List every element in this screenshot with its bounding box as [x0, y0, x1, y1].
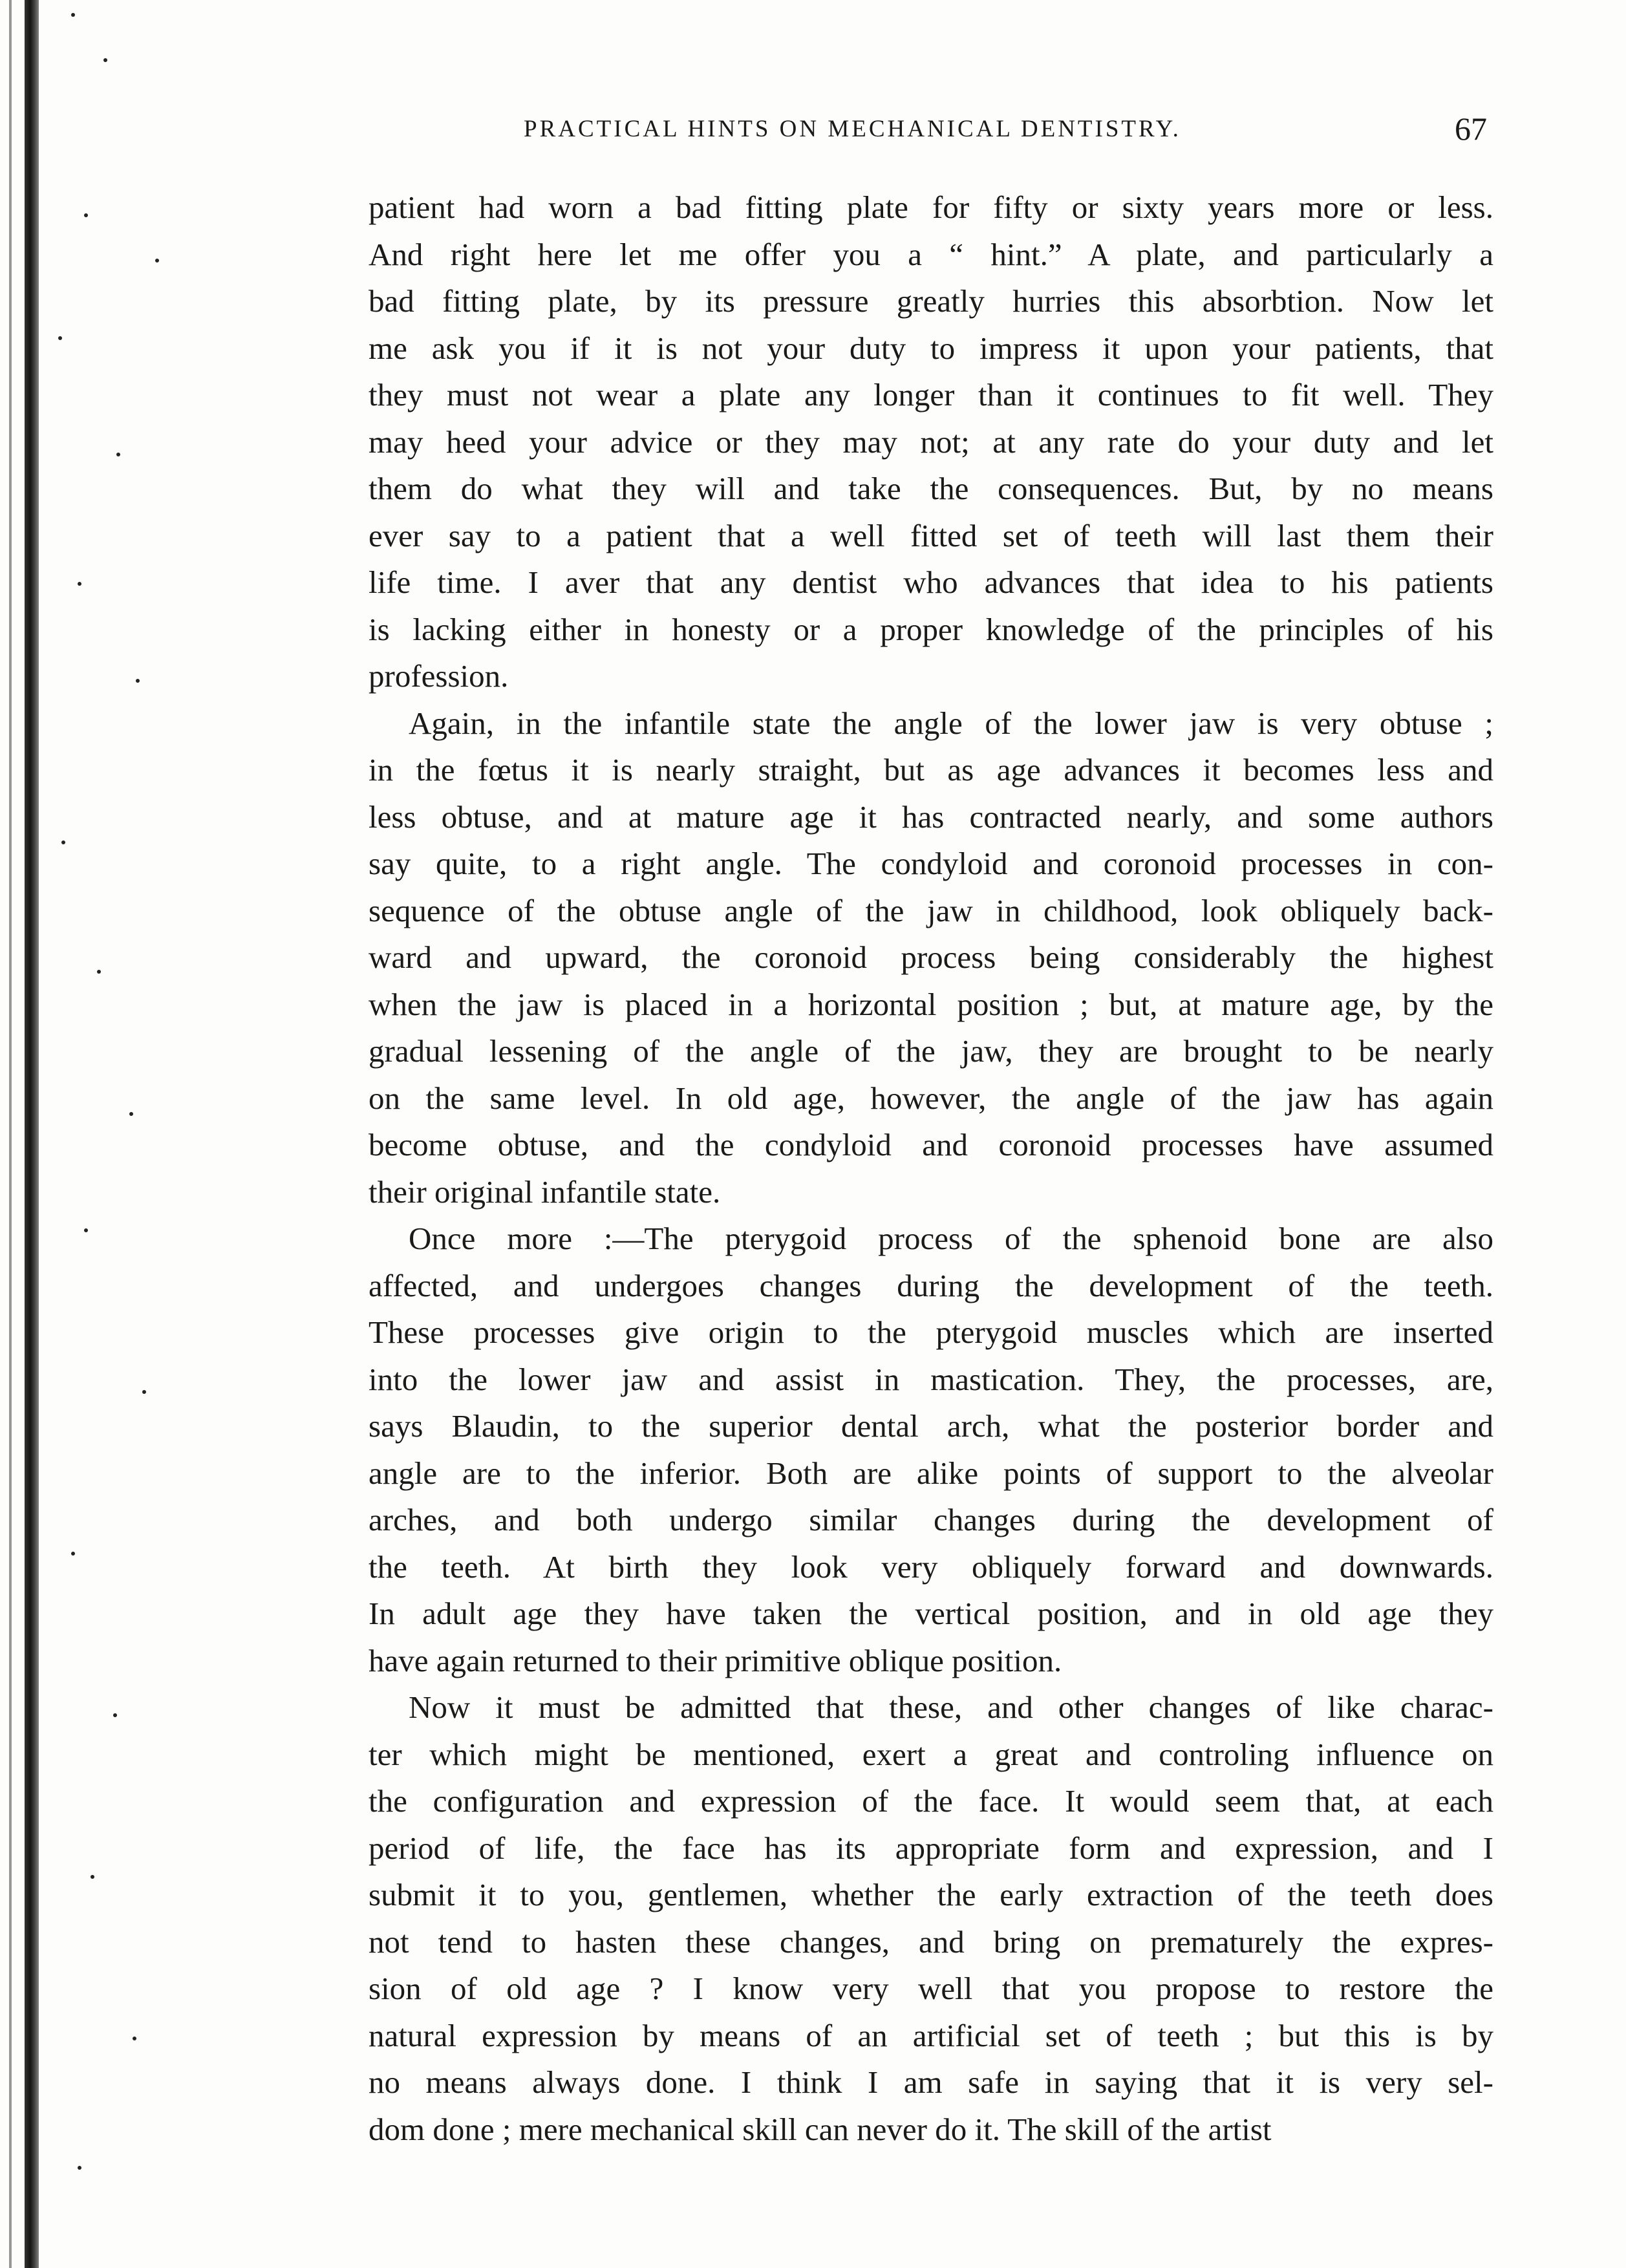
text-line: sion of old age ? I know very well that you propose to restore the: [369, 1971, 1493, 2006]
text-line: less obtuse, and at mature age it has contracted nearly, and some authors: [369, 798, 1493, 835]
text-line: their original infantile state.: [369, 1173, 721, 1210]
text-line: bad fitting plate, by its pressure greatly hurries this absorbtion. Now let: [369, 283, 1493, 319]
scan-speck: [133, 2037, 136, 2040]
text-line: have again returned to their primitive oblique position.: [369, 1642, 1062, 1678]
scan-speck: [155, 259, 159, 262]
scan-speck: [97, 970, 101, 974]
text-line: gradual lessening of the angle of the jaw, they are brought to be nearly: [369, 1033, 1493, 1069]
text-line: These processes give origin to the pterygoid muscles which are inserted: [369, 1314, 1493, 1350]
body-text: [369, 184, 1493, 2153]
scan-speck: [91, 1875, 94, 1879]
text-line: Now it must be admitted that these, and other changes of like charac-: [409, 1689, 1493, 1725]
text-line: ward and upward, the coronoid process being considerably the highest: [369, 939, 1493, 975]
text-line: profession.: [369, 658, 509, 694]
text-line: the teeth. At birth they look very obliquely forward and downwards.: [369, 1548, 1493, 1585]
scan-speck: [103, 58, 107, 62]
scan-speck: [136, 679, 140, 683]
scan-speck: [78, 582, 81, 586]
binding-edge: [25, 0, 39, 2268]
scan-speck: [116, 453, 120, 456]
text-line: ter which might be mentioned, exert a great and controling influence on: [369, 1736, 1493, 1772]
text-line: no means always done. I think I am safe in saying that it is very sel-: [369, 2064, 1493, 2100]
text-line: become obtuse, and the condyloid and coronoid processes have assumed: [369, 1127, 1493, 1162]
text-line: natural expression by means of an artificial set of teeth ; but this is by: [369, 2017, 1493, 2053]
text-line: affected, and undergoes changes during the development of the teeth.: [369, 1267, 1493, 1303]
binding-shadow: [9, 0, 12, 2268]
paragraph: [369, 184, 1493, 700]
running-title: PRACTICAL HINTS ON MECHANICAL DENTISTRY.: [524, 116, 1181, 142]
text-line: in the fœtus it is nearly straight, but as age advances it becomes less and: [369, 752, 1493, 787]
text-line: say quite, to a right angle. The condyloid and coronoid processes in con-: [369, 846, 1493, 881]
scan-speck: [61, 840, 65, 844]
text-line: submit it to you, gentlemen, whether the early extraction of the teeth does: [369, 1877, 1493, 1912]
text-line: them do what they will and take the consequences. But, by no means: [369, 471, 1493, 506]
text-line: they must not wear a plate any longer than it continues to fit well. They: [369, 377, 1493, 412]
running-head: [524, 111, 1487, 154]
scan-speck: [71, 13, 75, 17]
scan-speck: [78, 2166, 81, 2170]
text-line: me ask you if it is not your duty to impress it upon your patients, that: [369, 330, 1493, 366]
page-number: 67: [1455, 111, 1487, 147]
text-line: period of life, the face has its appropriate form and expression, and I: [369, 1830, 1493, 1866]
text-line: In adult age they have taken the vertical position, and in old age they: [369, 1596, 1493, 1631]
scan-speck: [129, 1112, 133, 1116]
text-line: may heed your advice or they may not; at any rate do your duty and let: [369, 423, 1493, 460]
scan-speck: [58, 336, 62, 340]
text-line: angle are to the inferior. Both are alike points of support to the alveolar: [369, 1455, 1493, 1491]
text-line: says Blaudin, to the superior dental arch, what the posterior border and: [369, 1408, 1493, 1444]
paragraph: [369, 700, 1493, 1216]
text-line: ever say to a patient that a well fitted set of teeth will last them their: [369, 517, 1493, 553]
text-line: is lacking either in honesty or a proper knowledge of the principles of his: [369, 611, 1493, 647]
text-line: Again, in the infantile state the angle of the lower jaw is very obtuse ;: [409, 705, 1493, 741]
text-line: into the lower jaw and assist in mastication. They, the processes, are,: [369, 1361, 1493, 1397]
text-line: dom done ; mere mechanical skill can never do it. The skill of the artist: [369, 2111, 1272, 2147]
text-line: on the same level. In old age, however, the angle of the jaw has again: [369, 1080, 1493, 1116]
text-line: arches, and both undergo similar changes during the development of: [369, 1502, 1493, 1537]
text-line: sequence of the obtuse angle of the jaw in childhood, look obliquely back-: [369, 892, 1493, 928]
text-line: the configuration and expression of the face. It would seem that, at each: [369, 1783, 1493, 1819]
scan-speck: [71, 1552, 75, 1556]
scan-speck: [84, 1228, 88, 1232]
scan-speck: [113, 1713, 117, 1717]
text-line: Once more :—The pterygoid process of the sphenoid bone are also: [409, 1221, 1493, 1256]
scan-speck: [84, 213, 88, 217]
text-line: not tend to hasten these changes, and bring on prematurely the expres-: [369, 1923, 1493, 1960]
scan-speck: [142, 1390, 146, 1394]
paragraph: [369, 1215, 1493, 1684]
text-line: life time. I aver that any dentist who advances that idea to his patients: [369, 564, 1493, 600]
text-line: patient had worn a bad fitting plate for fifty or sixty years more or less.: [369, 189, 1493, 225]
text-line: And right here let me offer you a “ hint.” A plate, and particularly a: [369, 236, 1493, 272]
paragraph: [369, 1684, 1493, 2153]
text-line: when the jaw is placed in a horizontal position ; but, at mature age, by the: [369, 986, 1493, 1022]
